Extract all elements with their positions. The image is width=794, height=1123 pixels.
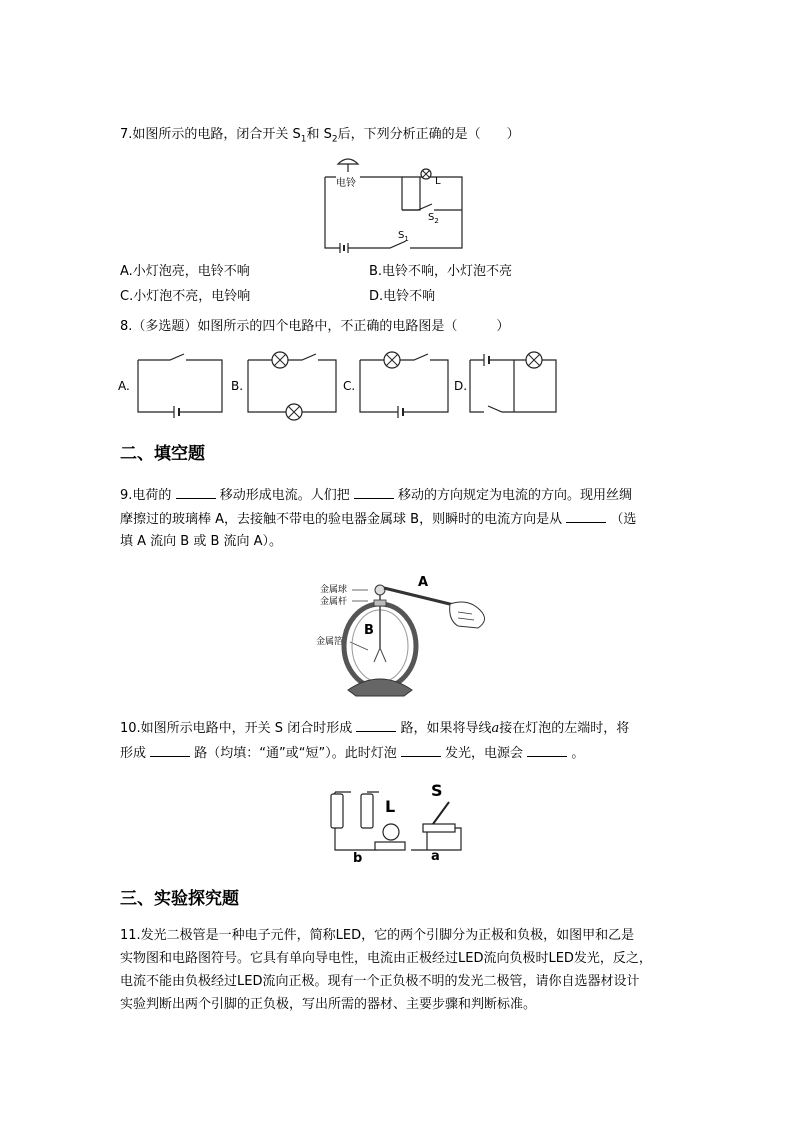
q7-option-d: D.电铃不响	[369, 289, 436, 304]
wire-a-label: a	[431, 849, 440, 864]
q9-line-2: 摩擦过的玻璃棒 A，去接触不带电的验电器金属球 B，则瞬时的电流方向是从 （选	[120, 508, 636, 530]
q7-option-a: A.小灯泡亮，电铃不响	[120, 264, 250, 279]
q10-blank-2[interactable]	[150, 742, 190, 757]
ball-b-label: B	[364, 623, 374, 638]
metal-foil-label: 金属箔	[316, 637, 344, 647]
wire-b-label: b	[353, 851, 363, 866]
q8-label-b: B.	[231, 379, 244, 393]
section-title-fill-in: 二、填空题	[120, 444, 205, 464]
q8-label-d: D.	[454, 379, 468, 393]
q11-line-1: 11.发光二极管是一种电子元件，简称LED，它的两个引脚分为正极和负极，如图甲和乙是	[120, 928, 635, 943]
bell-label: 电铃	[336, 178, 356, 189]
q10-line-2: 形成 路（均填：“通”或“短”）。此时灯泡 发光，电源会 。	[120, 742, 584, 764]
q7-circuit-figure	[320, 152, 470, 252]
q8-label-c: C.	[343, 379, 356, 393]
q10-blank-3[interactable]	[401, 742, 441, 757]
q9-blank-1[interactable]	[176, 484, 216, 499]
rod-a-label: A	[418, 575, 429, 590]
q10-circuit-figure	[325, 780, 470, 865]
q8-label-a: A.	[118, 379, 130, 393]
q8-circuits-figure	[118, 348, 568, 420]
q9-blank-2[interactable]	[354, 484, 394, 499]
lamp-label: L	[435, 176, 441, 187]
q9-line-3: 填 A 流向 B 或 B 流向 A）。	[120, 534, 283, 549]
q7-stem: 7.如图所示的电路，闭合开关 $S_1$和 $S_2$后，下列分析正确的是（ ）	[120, 127, 520, 145]
q11-line-3: 电流不能由负极经过LED流向正极。现有一个正负极不明的发光二极管，请你自选器材设计	[120, 974, 640, 989]
s2-label: $S_2$	[428, 212, 439, 225]
q7-option-c: C.小灯泡不亮，电铃响	[120, 289, 251, 304]
q10-line-1: 10.如图所示电路中，开关 S 闭合时形成 路，如果将导线a接在灯泡的左端时，将	[120, 717, 629, 739]
lamp-l-label: L	[385, 797, 396, 816]
metal-rod-label: 金属杆	[320, 597, 348, 607]
section-title-experiment: 三、实验探究题	[120, 889, 239, 909]
q9-blank-3[interactable]	[566, 508, 606, 523]
q11-line-4: 实验判断出两个引脚的正负极，写出所需的器材、主要步骤和判断标准。	[120, 997, 537, 1012]
q10-blank-1[interactable]	[356, 717, 396, 732]
switch-icon	[433, 802, 449, 824]
q11-line-2: 实物图和电路图符号。它具有单向导电性，电流由正极经过LED流向负极时LED发光，反之，	[120, 951, 652, 966]
s1-label: $S_1$	[398, 230, 409, 243]
electroscope-figure	[308, 568, 493, 698]
q10-blank-4[interactable]	[527, 742, 567, 757]
q7-option-b: B.电铃不响，小灯泡不亮	[369, 264, 513, 279]
q9-line-1: 9.电荷的 移动形成电流。人们把 移动的方向规定为电流的方向。现用丝绸	[120, 484, 632, 506]
battery-icon	[331, 794, 343, 828]
metal-ball-label: 金属球	[320, 585, 348, 595]
bulb-icon	[383, 824, 399, 840]
q8-stem: 8.（多选题）如图所示的四个电路中，不正确的电路图是（ ）	[120, 319, 510, 334]
switch-s-label: S	[431, 781, 443, 800]
